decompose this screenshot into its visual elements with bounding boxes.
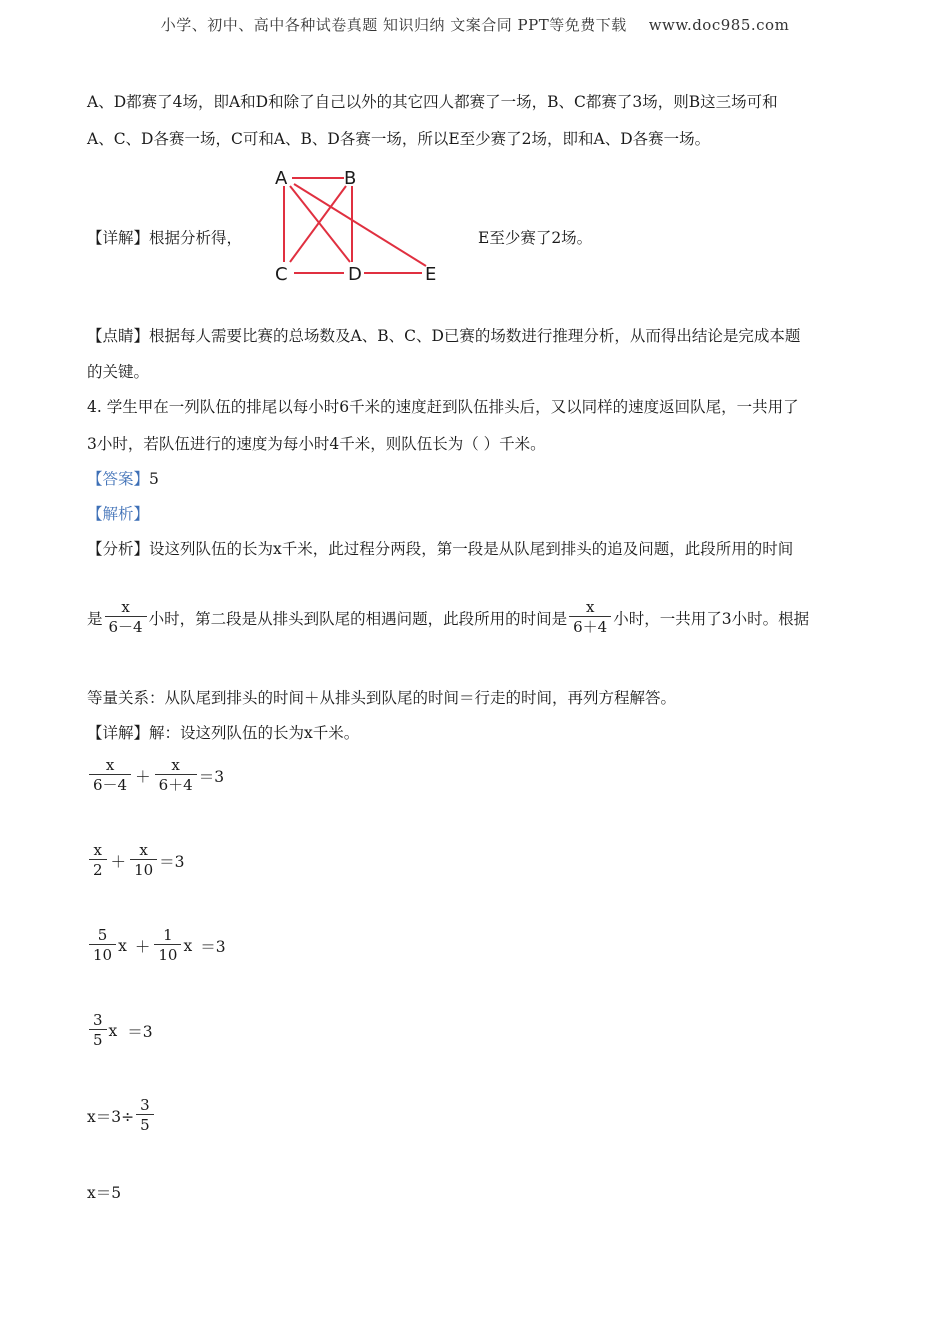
- fraction-numerator: x: [89, 756, 131, 775]
- paragraph-line: A、D都赛了4场，即A和D和除了自己以外的其它四人都赛了一场，B、C都赛了3场，则B这三场可和: [87, 93, 778, 111]
- detail-after: E至少赛了2场。: [478, 229, 593, 247]
- fraction-numerator: x: [130, 841, 157, 860]
- solution-intro: 解：设这列队伍的长为x千米。: [149, 724, 360, 742]
- variable: x: [183, 936, 193, 955]
- match-diagram: [266, 162, 446, 292]
- edge-a-e: [294, 184, 426, 266]
- fenxi-text-a: 是: [87, 609, 103, 628]
- detail-line: [87, 226, 242, 248]
- question-4-line: 4. 学生甲在一列队伍的排尾以每小时6千米的速度赶到队伍排头后，又以同样的速度返回队尾，一共用了: [87, 398, 799, 416]
- point-tag: 【点睛】: [87, 327, 150, 345]
- fraction-denominator: 5: [93, 1031, 103, 1049]
- fraction-denominator: 6－4: [108, 618, 143, 636]
- paragraph-line: A、C、D各赛一场，C可和A、B、D各赛一场，所以E至少赛了2场，即和A、D各赛一场。: [87, 130, 711, 148]
- header-title: 小学、初中、高中各种试卷真题 知识归纳 文案合同 PPT等免费下载: [160, 16, 627, 34]
- fenxi-tag: 【分析】: [87, 540, 150, 558]
- fraction-denominator: 6＋4: [573, 618, 608, 636]
- node-b: B: [344, 168, 357, 189]
- equation-rhs: ＝3: [159, 852, 185, 871]
- fraction-denominator: 5: [140, 1116, 150, 1134]
- fraction: [136, 1096, 154, 1135]
- operator: ＋: [134, 937, 151, 956]
- equation-step-4: [87, 1011, 153, 1050]
- detail-tag: 【详解】: [87, 229, 150, 247]
- operator: ＋: [110, 852, 127, 871]
- node-c: C: [275, 264, 288, 285]
- equation-rhs: ＝3: [127, 1022, 153, 1041]
- variable: x: [118, 936, 127, 955]
- equation-rhs: ＝3: [198, 767, 225, 786]
- node-e: E: [425, 264, 437, 285]
- equation-step-3: [87, 926, 226, 965]
- point-line-2: 的关键。: [87, 363, 150, 381]
- fraction: [569, 598, 611, 637]
- fraction-numerator: x: [155, 756, 197, 775]
- point-text: 根据每人需要比赛的总场数及A、B、C、D已赛的场数进行推理分析，从而得出结论是完成本题: [149, 327, 801, 345]
- fraction-numerator: 5: [89, 926, 116, 945]
- answer-line: [87, 467, 159, 489]
- fraction-denominator: 10: [93, 946, 113, 964]
- equation-step-6: x＝5: [87, 1184, 122, 1202]
- point-line: [87, 324, 800, 346]
- equation-step-5: [87, 1096, 156, 1135]
- node-d: D: [348, 264, 362, 285]
- equation-step-2: [87, 841, 185, 880]
- fraction-denominator: 6－4: [93, 776, 128, 794]
- fraction-denominator: 10: [158, 946, 178, 964]
- fenxi-text: 设这列队伍的长为x千米，此过程分两段，第一段是从队尾到排头的追及问题，此段所用的时间: [149, 540, 794, 558]
- fenxi-line-3: 等量关系：从队尾到排头的时间＋从排头到队尾的时间＝行走的时间，再列方程解答。: [87, 689, 677, 707]
- fenxi-line: [87, 537, 793, 559]
- fraction-numerator: 1: [154, 926, 181, 945]
- operator: ＋: [135, 767, 151, 786]
- fraction: [89, 1011, 107, 1050]
- fenxi-line-2: [87, 598, 809, 637]
- equation-lhs: x＝3÷: [87, 1107, 135, 1126]
- fraction-numerator: 3: [136, 1096, 154, 1115]
- solution-tag: 【详解】: [87, 724, 150, 742]
- fraction-denominator: 2: [93, 861, 103, 879]
- answer-value: 5: [149, 470, 159, 488]
- node-a: A: [275, 168, 288, 189]
- question-4-line-2: 3小时，若队伍进行的速度为每小时4千米，则队伍长为（ ）千米。: [87, 435, 546, 453]
- fraction-numerator: x: [105, 598, 147, 617]
- fraction-denominator: 10: [134, 861, 154, 879]
- fraction-denominator: 6＋4: [158, 776, 193, 794]
- fraction: [154, 926, 181, 965]
- analysis-tag: 【解析】: [87, 505, 150, 523]
- header-url[interactable]: www.doc985.com: [648, 16, 790, 34]
- fraction-numerator: x: [569, 598, 611, 617]
- fraction: [130, 841, 157, 880]
- fraction: [89, 841, 107, 880]
- fraction: [155, 756, 197, 795]
- fraction-numerator: x: [89, 841, 107, 860]
- fraction: [105, 598, 147, 637]
- solution-intro-line: [87, 721, 359, 743]
- fenxi-text-c: 小时，一共用了3小时。根据: [613, 609, 810, 628]
- detail-text: 根据分析得，: [149, 229, 243, 247]
- equation-rhs: ＝3: [200, 937, 226, 956]
- variable: x: [108, 1021, 118, 1040]
- fraction-numerator: 3: [89, 1011, 107, 1030]
- fenxi-text-b: 小时，第二段是从排头到队尾的相遇问题，此段所用的时间是: [148, 609, 568, 628]
- answer-tag: 【答案】: [87, 470, 150, 488]
- fraction: [89, 926, 116, 965]
- page-header: [0, 14, 950, 35]
- equation-step-1: [87, 756, 224, 795]
- fraction: [89, 756, 131, 795]
